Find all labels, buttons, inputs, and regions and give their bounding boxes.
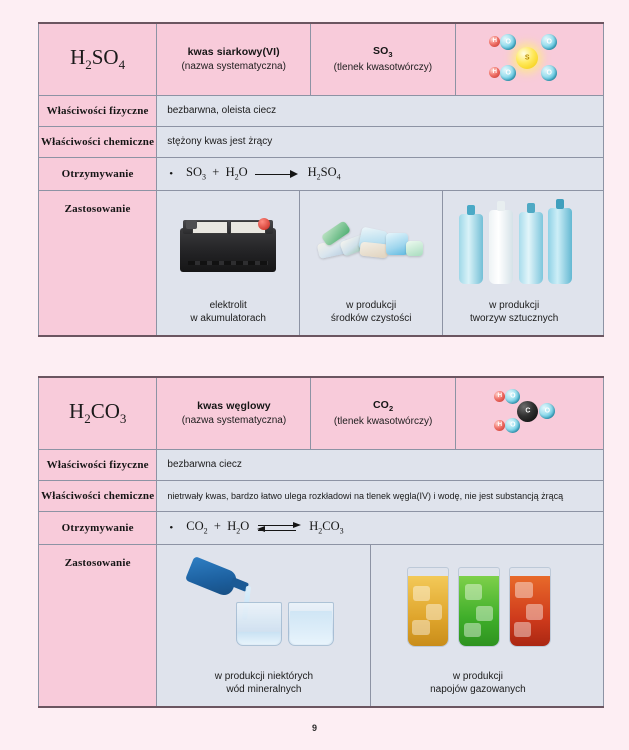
uses-list [157,191,603,335]
acid-formula-cell [39,23,157,95]
use-item-electrolyte [157,191,299,335]
table-row [39,511,604,544]
acid-table-h2so4 [38,22,604,337]
atom-label-h: H [492,38,497,45]
soda-glass-red [509,567,551,647]
table-row [39,126,604,157]
use-caption-line2: w akumulatorach [190,313,266,324]
use-caption-line1: w produkcji niektórych [214,670,314,682]
table-header-row [39,23,604,95]
equation-products: $H_2SO_4$ [307,165,341,182]
car-battery-illustration [180,214,276,272]
use-caption-line1: w produkcji [452,670,503,682]
atom-label-o: O [505,38,511,46]
equation-reactants: $SO_3 + H_2O$ [186,165,248,182]
atom-hydrogen [494,391,505,402]
oxide-note: (tlenek kwasotwórczy) [333,61,433,73]
row-label-uses: Zastosowanie [39,190,157,336]
row-label-obtaining: Otrzymywanie [39,157,157,190]
equation-reactants: $CO_2 + H_2O$ [186,519,250,536]
atom-oxygen [500,34,516,50]
acid-name: kwas węglowy [197,400,271,413]
row-value-physical-properties: bezbarwna ciecz [157,449,604,480]
row-value-obtaining [157,511,604,544]
atom-label-c: C [525,407,531,415]
atom-label-o: O [510,392,516,400]
co2-molecule-model [489,387,569,435]
row-value-obtaining [157,157,604,190]
soda-glass-green [458,567,500,647]
use-caption-line2: tworzyw sztucznych [470,313,559,324]
use-caption [188,295,268,335]
so3-molecule-model [486,32,572,82]
use-image-detergent-tablets [300,191,442,295]
use-caption-line1: w produkcji [346,299,397,311]
pouring-water-illustration [184,562,344,648]
atom-label-o: O [546,69,552,77]
uses-list [157,545,603,706]
row-label-physical-properties: Właściwości fizyczne [39,449,157,480]
row-label-chemical-properties: Właściwości chemiczne [39,480,157,511]
atom-label-h: H [497,422,503,429]
atom-label-s: S [524,54,530,62]
atom-label-h: H [492,69,497,76]
atom-sulfur [516,47,538,69]
table-row [39,157,604,190]
use-image-pouring-water [157,545,370,666]
acid-name-cell [157,377,311,449]
atom-label-o: O [510,421,516,429]
atom-oxygen [539,403,555,419]
use-caption [468,295,560,335]
row-label-physical-properties: Właściwości fizyczne [39,95,157,126]
use-image-car-battery [157,191,299,295]
atom-oxygen [500,65,516,81]
uses-container [157,190,604,336]
molecule-model-cell [455,377,603,449]
use-item-carbonated-drinks [370,545,584,706]
soda-glasses-illustration [403,561,553,649]
reaction-arrow-forward-icon [255,169,301,179]
page-number: 9 [311,723,317,733]
use-caption [213,666,315,706]
glass-full [288,602,334,646]
acid-formula: $H_2SO_4$ [70,45,126,73]
use-image-soda-glasses [371,545,584,666]
use-caption-line1: elektrolit [209,299,247,311]
table-row [39,449,604,480]
atom-hydrogen [494,420,505,431]
row-label-obtaining: Otrzymywanie [39,511,157,544]
oxide-formula: $SO_3$ [373,45,393,60]
atom-oxygen [541,34,557,50]
acid-name-cell [157,23,311,95]
equation-products: $H_2CO_3$ [309,519,344,536]
row-value-chemical-properties: nietrwały kwas, bardzo łatwo ulega rozkładowi na tlenek węgla(IV) i wodę, nie jest substancją żrącą [157,480,604,511]
acid-name: kwas siarkowy(VI) [187,46,280,59]
use-item-cleaning-products [299,191,442,335]
row-label-uses: Zastosowanie [39,544,157,707]
molecule-model-cell [455,23,604,95]
atom-oxygen [505,418,520,433]
reaction-equation [167,165,603,182]
atom-label-o: O [505,69,511,77]
use-caption-line2: środków czystości [330,313,412,324]
atom-label-o: O [546,38,552,46]
bullet-marker: • [169,521,174,534]
use-item-plastics [442,191,585,335]
acid-name-note: (nazwa systematyczna) [181,60,286,72]
acid-formula-cell [39,377,157,449]
oxide-cell [311,377,455,449]
use-item-mineral-water [157,545,370,706]
oxide-cell [311,23,455,95]
use-caption-line2: napojów gazowanych [430,684,526,695]
detergent-tablets-illustration [316,217,426,269]
atom-label-o: O [544,407,551,415]
use-caption [428,666,528,706]
acid-formula: $H_2CO_3$ [69,399,127,427]
soda-glass-amber [407,567,449,647]
row-label-chemical-properties: Właściwości chemiczne [39,126,157,157]
atom-hydrogen [489,36,500,47]
atom-oxygen [505,389,520,404]
plastic-bottles-illustration [455,202,573,284]
glass-empty [236,602,282,646]
table-row [39,480,604,511]
use-caption-line1: w produkcji [489,299,540,311]
atom-hydrogen [489,67,500,78]
reaction-arrow-reversible-icon [256,523,302,533]
row-value-physical-properties: bezbarwna, oleista ciecz [157,95,604,126]
table-row [39,95,604,126]
row-value-chemical-properties: stężony kwas jest żrący [157,126,604,157]
use-caption-line2: wód mineralnych [226,684,302,695]
atom-oxygen [541,65,557,81]
reaction-equation [167,519,603,536]
acid-name-note: (nazwa systematyczna) [181,414,287,426]
use-image-plastic-bottles [443,191,585,295]
oxide-formula: $CO_2$ [372,399,394,414]
table-row-uses [39,544,604,707]
atom-carbon [517,401,538,422]
use-caption [329,295,414,335]
table-header-row [39,377,604,449]
oxide-note: (tlenek kwasotwórczy) [333,415,433,427]
table-row-uses [39,190,604,336]
atom-label-h: H [497,393,503,400]
bullet-marker: • [169,167,174,180]
acid-table-h2co3 [38,376,604,708]
uses-container [157,544,604,707]
